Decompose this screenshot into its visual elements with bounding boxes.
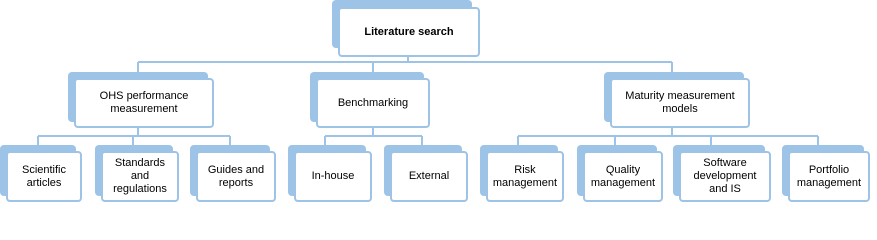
leaf-software-development-is <box>673 145 771 202</box>
benchmarking-children-lines <box>325 126 422 145</box>
maturity-children-lines <box>518 126 818 145</box>
category-maturity-models <box>604 72 750 128</box>
root-label: Literature search <box>338 7 480 57</box>
category-ohs-performance <box>68 72 214 128</box>
leaf-label: In-house <box>294 151 372 202</box>
root-node <box>332 0 480 57</box>
leaf-external <box>384 145 468 202</box>
leaf-label: External <box>390 151 468 202</box>
leaf-guides-reports <box>190 145 276 202</box>
leaf-label: Guides and reports <box>196 151 276 202</box>
leaf-standards-regulations <box>95 145 179 202</box>
leaf-label: Software development and IS <box>679 151 771 202</box>
leaf-portfolio-management <box>782 145 870 202</box>
ohs-children-lines <box>38 126 230 145</box>
category-benchmarking <box>310 72 430 128</box>
leaf-risk-management <box>480 145 564 202</box>
leaf-label: Standards and regulations <box>101 151 179 202</box>
leaf-in-house <box>288 145 372 202</box>
leaf-label: Portfolio management <box>788 151 870 202</box>
category-label: OHS performance measurement <box>74 78 214 128</box>
leaf-quality-management <box>577 145 663 202</box>
category-label: Maturity measurement models <box>610 78 750 128</box>
category-label: Benchmarking <box>316 78 430 128</box>
leaf-label: Scientific articles <box>6 151 82 202</box>
leaf-scientific-articles <box>0 145 82 202</box>
leaf-label: Quality management <box>583 151 663 202</box>
leaf-label: Risk management <box>486 151 564 202</box>
